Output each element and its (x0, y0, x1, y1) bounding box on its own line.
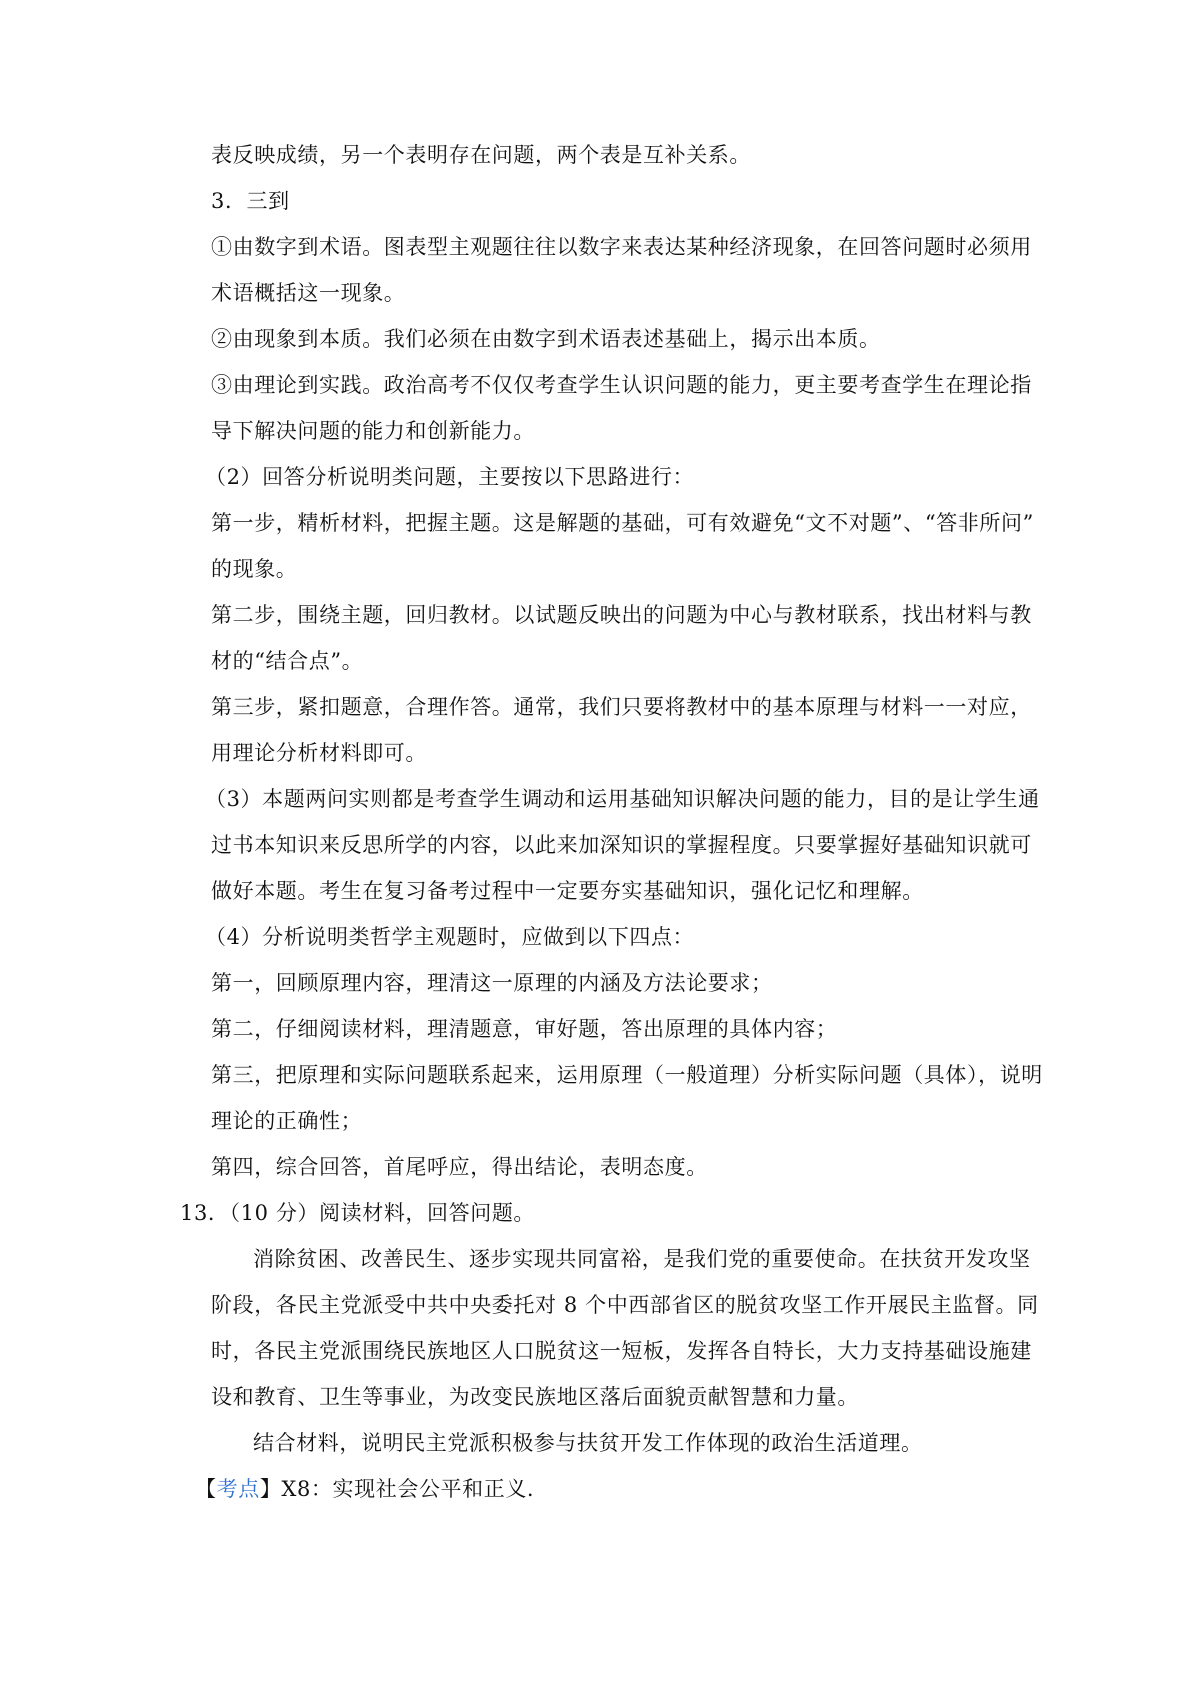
text-line: 理论的正确性； (211, 1109, 363, 1133)
question-number-line: 13．（10 分）阅读材料，回答问题。 (180, 1201, 536, 1225)
text-line: 表反映成绩，另一个表明存在问题，两个表是互补关系。 (211, 143, 751, 167)
kaodian-close-bracket: 】 (259, 1477, 282, 1501)
material-paragraph-line: 时，各民主党派围绕民族地区人口脱贫这一短板，发挥各自特长，大力支持基础设施建 (211, 1339, 1032, 1363)
question-prompt: 结合材料，说明民主党派积极参与扶贫开发工作体现的政治生活道理。 (253, 1431, 923, 1455)
text-line: ③由理论到实践。政治高考不仅仅考查学生认识问题的能力，更主要考查学生在理论指 (211, 373, 1032, 397)
text-line: 的现象。 (211, 557, 298, 581)
material-paragraph-line: 阶段，各民主党派受中共中央委托对 8 个中西部省区的脱贫攻坚工作开展民主监督。同 (211, 1293, 1039, 1317)
text-line: （3）本题两问实则都是考查学生调动和运用基础知识解决问题的能力，目的是让学生通 (205, 787, 1040, 811)
kaodian-open-bracket: 【 (195, 1477, 217, 1501)
section-heading: 3．三到 (211, 189, 290, 213)
text-line: ①由数字到术语。图表型主观题往往以数字来表达某种经济现象，在回答问题时必须用 (211, 235, 1032, 259)
text-line: 做好本题。考生在复习备考过程中一定要夯实基础知识，强化记忆和理解。 (211, 879, 924, 903)
text-line: 第三步，紧扣题意，合理作答。通常，我们只要将教材中的基本原理与材料一一对应， (211, 695, 1032, 719)
kaodian-row (195, 1474, 534, 1504)
text-line: 第一，回顾原理内容，理清这一原理的内涵及方法论要求； (211, 971, 773, 995)
text-line: 术语概括这一现象。 (211, 281, 406, 305)
text-line: 过书本知识来反思所学的内容，以此来加深知识的掌握程度。只要掌握好基础知识就可 (211, 833, 1032, 857)
material-paragraph-line: 设和教育、卫生等事业，为改变民族地区落后面貌贡献智慧和力量。 (211, 1385, 859, 1409)
text-line: 第四，综合回答，首尾呼应，得出结论，表明态度。 (211, 1155, 708, 1179)
text-line: （2）回答分析说明类问题，主要按以下思路进行： (205, 465, 695, 489)
text-line: 导下解决问题的能力和创新能力。 (211, 419, 535, 443)
text-line: 第一步，精析材料，把握主题。这是解题的基础，可有效避免“文不对题”、“答非所问” (211, 511, 1034, 535)
text-line: 第二步，围绕主题，回归教材。以试题反映出的问题为中心与教材联系，找出材料与教 (211, 603, 1032, 627)
material-paragraph-line: 消除贫困、改善民生、逐步实现共同富裕，是我们党的重要使命。在扶贫开发攻坚 (253, 1247, 1031, 1271)
text-line: （4）分析说明类哲学主观题时，应做到以下四点： (205, 925, 695, 949)
text-line: 第三，把原理和实际问题联系起来，运用原理（一般道理）分析实际问题（具体），说明 (211, 1063, 1043, 1087)
kaodian-label: 考点 (216, 1477, 260, 1501)
kaodian-text: X8：实现社会公平和正义. (281, 1477, 535, 1501)
text-line: 第二，仔细阅读材料，理清题意，审好题，答出原理的具体内容； (211, 1017, 838, 1041)
text-line: 材的“结合点”。 (211, 649, 364, 673)
text-line: 用理论分析材料即可。 (211, 741, 427, 765)
text-line: ②由现象到本质。我们必须在由数字到术语表述基础上，揭示出本质。 (211, 327, 881, 351)
